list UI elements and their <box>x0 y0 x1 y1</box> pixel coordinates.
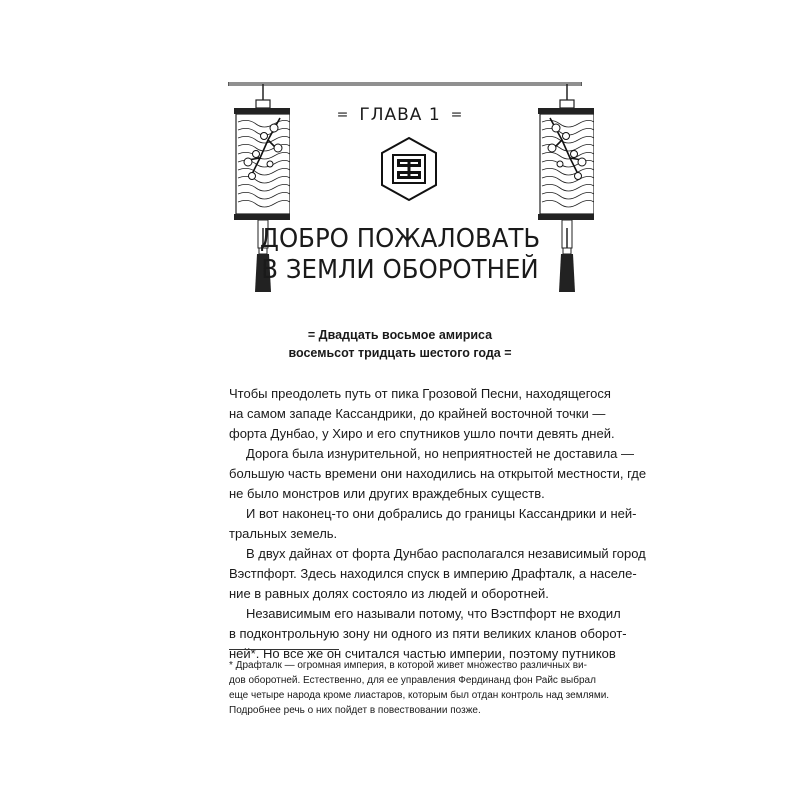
footnote-divider <box>229 649 339 651</box>
body-line: ние в равных долях состояло из людей и оборотней. <box>229 586 549 601</box>
chapter-label-dash-right: = <box>450 107 464 123</box>
chapter-label-dash-left: = <box>336 107 350 123</box>
chapter-label <box>330 103 470 127</box>
chapter-title <box>259 224 541 286</box>
clan-emblem-icon <box>380 136 438 202</box>
footnote-line: Подробнее речь о них пойдет в повествовании позже. <box>229 705 481 716</box>
footnote-line: еще четыре народа кроме лиастаров, которым был отдан контроль над землями. <box>229 690 610 701</box>
body-line: большую часть времени они находились на открытой местности, где <box>229 466 647 481</box>
body-line: не было монстров или других враждебных существ. <box>229 486 545 501</box>
body-line: на самом западе Кассандрики, до крайней восточной точки — <box>229 406 606 421</box>
footnote <box>229 658 610 718</box>
chapter-title-line-2: В ЗЕМЛИ ОБОРОТНЕЙ <box>261 255 539 285</box>
body-line: Чтобы преодолеть путь от пика Грозовой Песни, находящегося <box>229 386 611 401</box>
date-line-1: = Двадцать восьмое амириса <box>307 328 493 342</box>
footnote-line: * Драфталк — огромная империя, в которой живет множество различных ви- <box>229 660 587 671</box>
right-lantern-illustration <box>534 78 594 298</box>
body-line: в подконтрольную зону ни одного из пяти великих кланов оборот- <box>229 626 627 641</box>
body-line: тральных земель. <box>229 526 338 541</box>
footnote-line: дов оборотней. Естественно, для ее управления Фердинанд фон Райс выбрал <box>229 675 596 686</box>
chapter-number: ГЛАВА 1 <box>359 105 441 125</box>
body-line: форта Дунбао, у Хиро и его спутников ушло почти девять дней. <box>229 426 615 441</box>
date-line-2: восемьсот тридцать шестого года = <box>288 346 512 360</box>
body-line: ней*. Но все же он считался частью империи, поэтому путников <box>229 646 616 661</box>
chapter-title-line-1: ДОБРО ПОЖАЛОВАТЬ <box>259 224 541 254</box>
body-line: И вот наконец-то они добрались до границы Кассандрики и ней- <box>246 506 637 521</box>
body-line: Независимым его называли потому, что Вэстпфорт не входил <box>246 606 621 621</box>
body-line: Вэстпфорт. Здесь находился спуск в империю Драфталк, а населе- <box>229 566 637 581</box>
body-text <box>229 384 647 664</box>
body-line: В двух дайнах от форта Дунбао располагался независимый город <box>246 546 646 561</box>
body-line: Дорога была изнурительной, но неприятностей не доставила — <box>246 446 635 461</box>
